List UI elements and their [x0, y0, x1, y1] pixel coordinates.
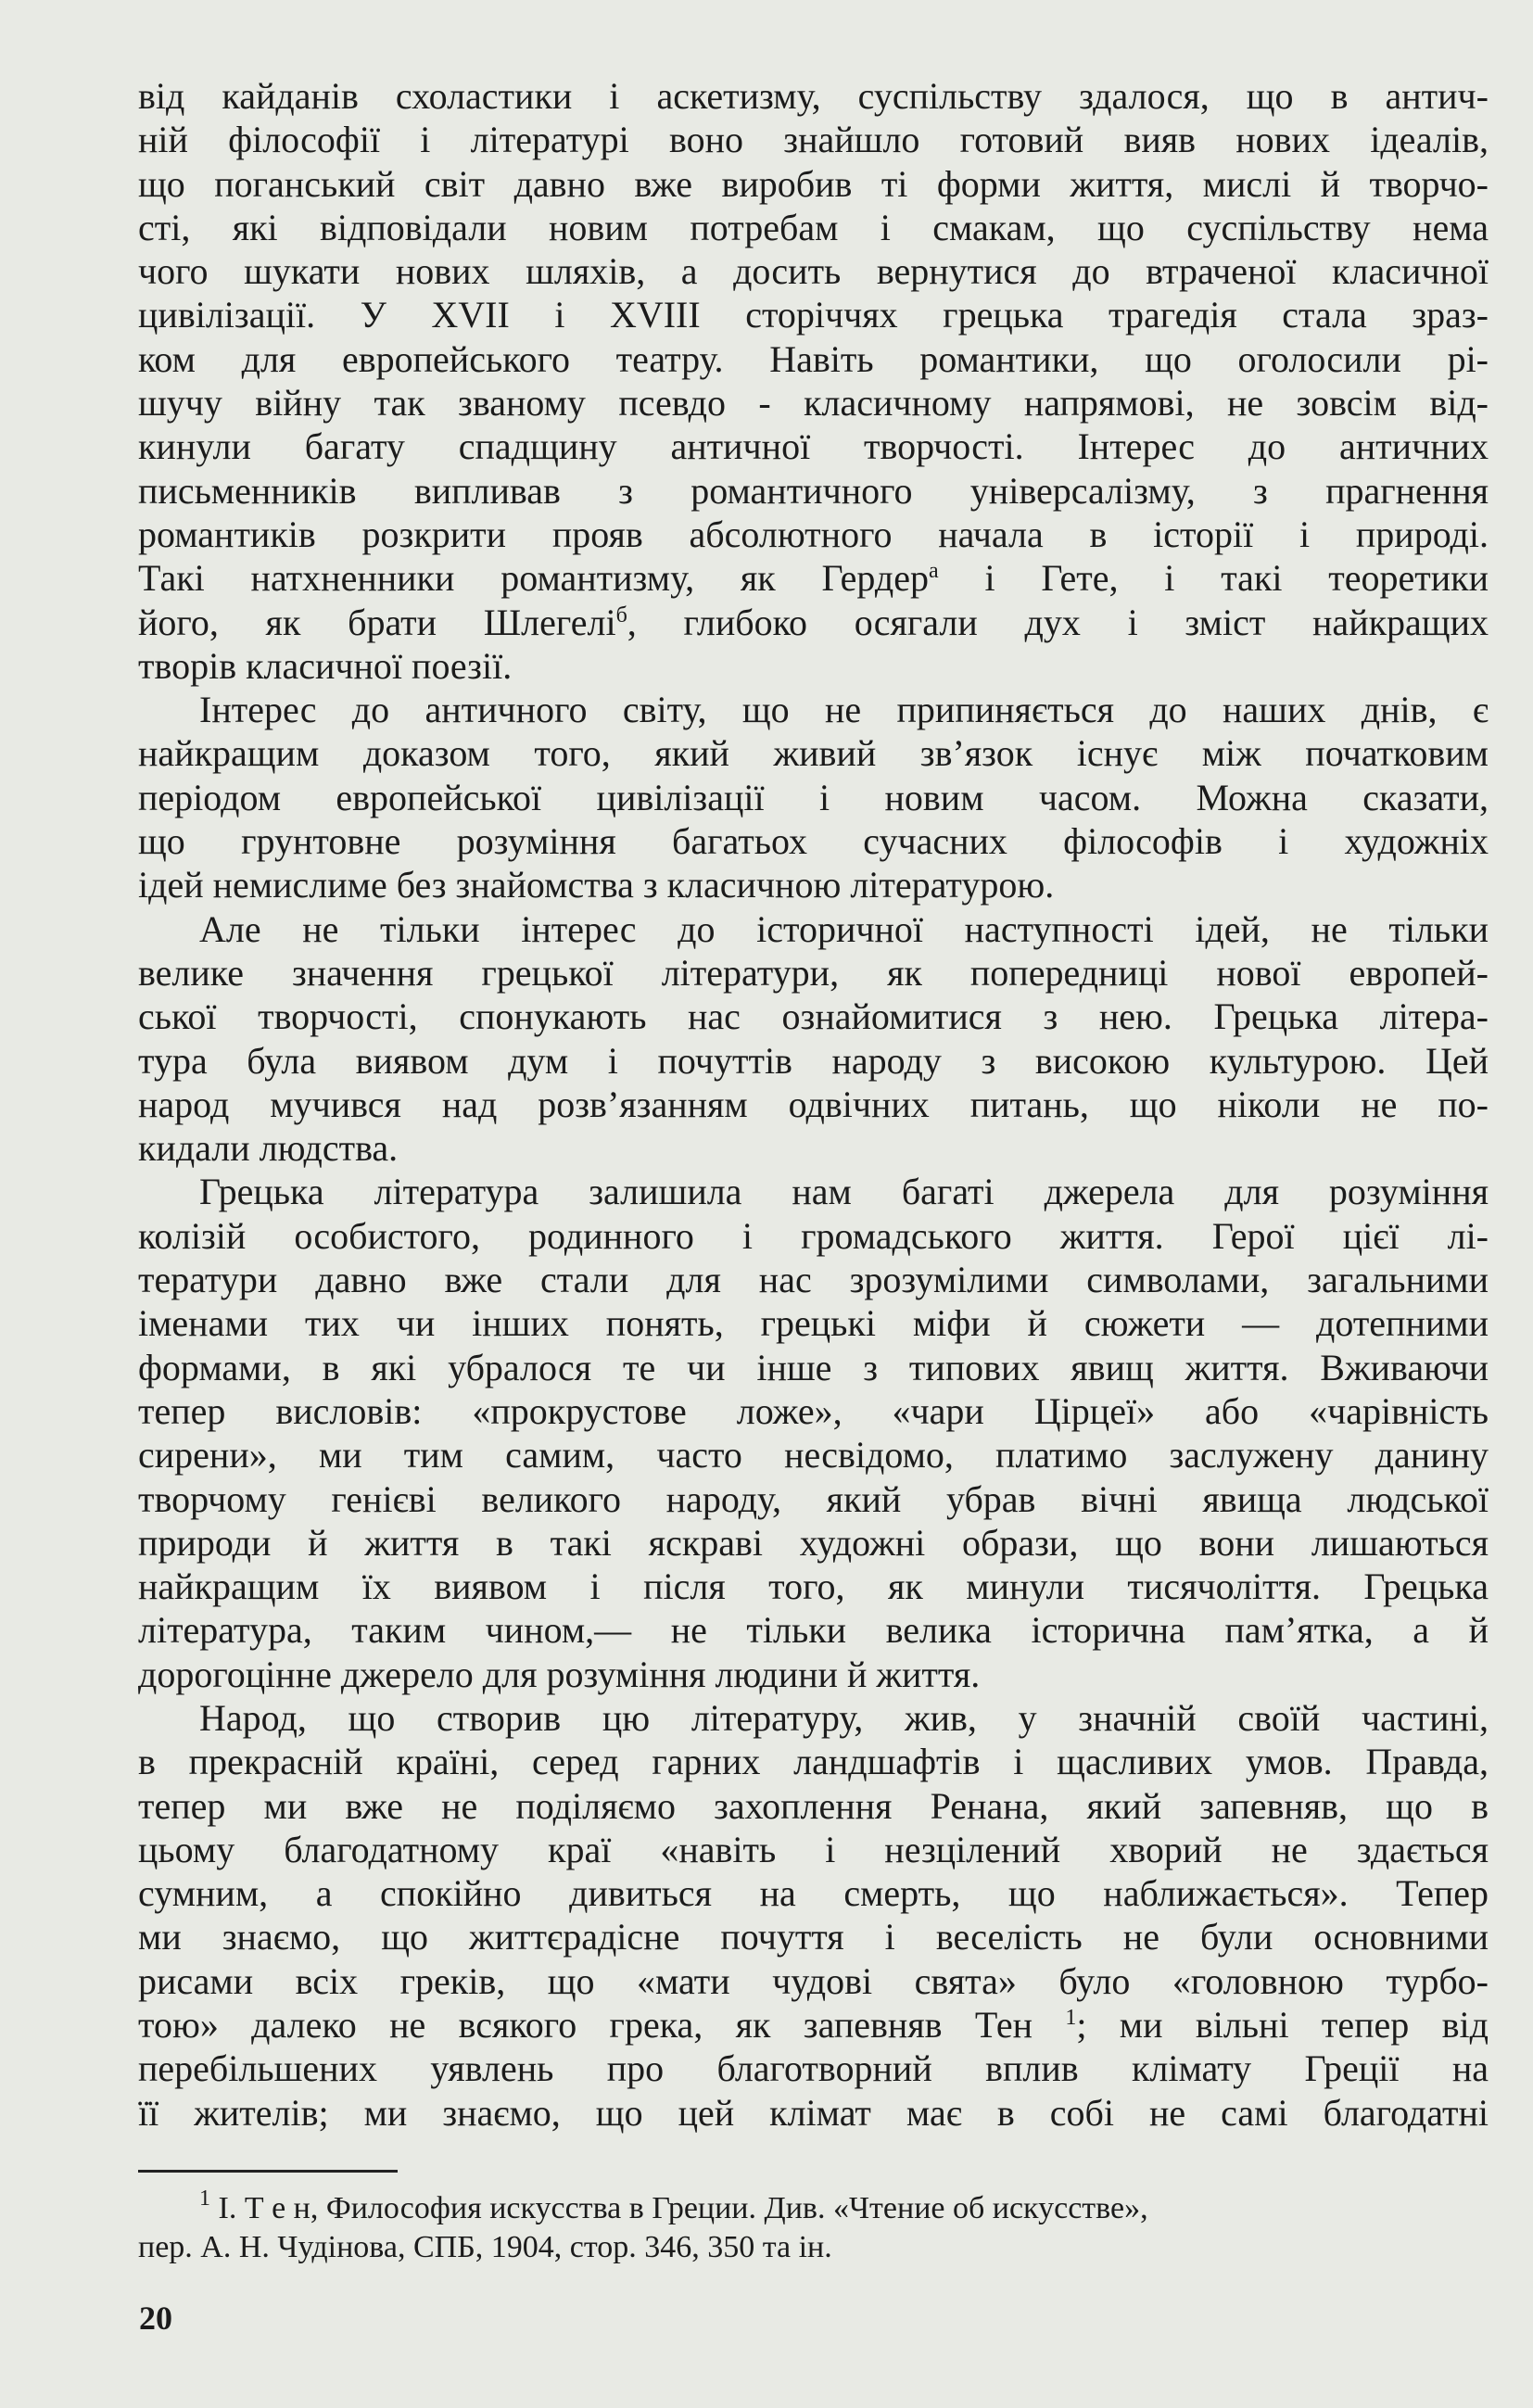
text-line: цивілізації. У XVII і XVIII сторіччях грецька трагедія стала зраз- [138, 294, 1489, 336]
text-line: шучу війну так званому псевдо - класичному напрямові, не зовсім від- [138, 382, 1489, 425]
text-line: сті, які відповідали новим потребам і смакам, що суспільству нема [138, 206, 1489, 248]
text-line: письменників випливав з романтичного універсалізму, з прагнення [138, 469, 1489, 512]
text-line: перебільшених уявлень про благотворний вплив клімату Греції на [138, 2047, 1489, 2090]
text-line: що поганський світ давно вже виробив ті форми життя, мислі й творчо- [138, 162, 1489, 205]
text-line: рисами всіх греків, що «мати чудові свята» було «головною турбо- [138, 1959, 1489, 2002]
text-line: природи й життя в такі яскраві художні образи, що вони лишаються [138, 1521, 1489, 1564]
text-line: сумним, а спокійно дивиться на смерть, що наближається». Тепер [138, 1872, 1489, 1915]
text-line [138, 2003, 1489, 2047]
footnote-text: пер. А. Н. Чудінова, СПБ, 1904, стор. 346, 350 та ін. [138, 2230, 832, 2264]
text-line [138, 556, 1489, 600]
text-line: творів класичної поезії. [138, 644, 513, 687]
text-line: чого шукати нових шляхів, а досить вернутися до втраченої класичної [138, 250, 1489, 293]
text-line: народ мучився над розв’язанням одвічних питань, що ніколи не по- [138, 1083, 1489, 1125]
text-line: іменами тих чи інших понять, грецькі міфи й сюжети — дотепними [138, 1302, 1489, 1345]
text-line: кидали людства. [138, 1127, 399, 1170]
footnote-reference: 1 [1065, 2006, 1077, 2031]
text-line: тура була виявом дум і почуттів народу з високою культурою. Цей [138, 1039, 1489, 1082]
text-line: найкращим доказом того, який живий зв’язок існує між початковим [138, 732, 1489, 775]
text-line: Народ, що створив цю літературу, жив, у значній своїй частині, [199, 1696, 1489, 1739]
text-segment: тою» далеко не всякого грека, як запевняв Тен [138, 2004, 1066, 2047]
text-line: романтиків розкрити прояв абсолютного начала в історії і природі. [138, 513, 1489, 555]
text-line: її жителів; ми знаємо, що цей клімат має в собі не самі благодатні [138, 2091, 1489, 2134]
text-segment: ; ми вільні тепер від [1076, 2004, 1489, 2047]
footnote-marker: 1 [199, 2186, 210, 2211]
text-line: цьому благодатному краї «навіть і незцілений хворий не здається [138, 1828, 1489, 1870]
text-line: формами, в які убралося те чи інше з типових явищ життя. Вживаючи [138, 1346, 1489, 1388]
text-line: велике значення грецької літератури, як попередниці нової европей- [138, 951, 1489, 994]
text-line: ідей немислиме без знайомства з класичною літературою. [138, 864, 1055, 906]
main-text [138, 74, 1489, 2135]
text-line: тератури давно вже стали для нас зрозумілими символами, загальними [138, 1259, 1489, 1301]
text-segment: і Гете, і такі теоретики [938, 557, 1489, 600]
text-line: від кайданів схоластики і аскетизму, суспільству здалося, що в антич- [138, 75, 1489, 117]
text-segment: його, як брати Шлегелі [138, 601, 616, 643]
text-line: тепер висловів: «прокрустове ложе», «чари Цірцеї» або «чарівність [138, 1389, 1489, 1432]
text-line: сирени», ми тим самим, часто несвідомо, платимо заслужену данину [138, 1434, 1489, 1476]
text-line: в прекрасній країні, серед гарних ландшафтів і щасливих умов. Правда, [138, 1741, 1489, 1783]
footnote-reference: б [615, 602, 627, 627]
footnote-divider [138, 2170, 398, 2173]
footnote-text: І. Т е н, Философия искусства в Греции. Див. «Чтение об искусстве», [218, 2191, 1148, 2225]
text-line: творчому генієві великого народу, який убрав вічні явища людської [138, 1477, 1489, 1520]
text-line: тепер ми вже не поділяємо захоплення Ренана, який запевняв, що в [138, 1784, 1489, 1827]
text-segment: , глибоко осягали дух і зміст найкращих [627, 601, 1489, 643]
footnote-reference: а [928, 559, 939, 584]
text-line: ми знаємо, що життєрадісне почуття і веселість не були основними [138, 1916, 1489, 1958]
text-segment: Такі натхненники романтизму, як Гердер [138, 557, 929, 600]
text-line: література, таким чином,— не тільки велика історична пам’ятка, а й [138, 1609, 1489, 1652]
text-line: Інтерес до античного світу, що не припиняється до наших днів, є [199, 689, 1489, 731]
footnotes [138, 2186, 1489, 2267]
text-line: кинули багату спадщину античної творчості. Інтерес до античних [138, 425, 1489, 468]
footnote-line [138, 2228, 1489, 2267]
text-line: Але не тільки інтерес до історичної наступності ідей, не тільки [199, 907, 1489, 950]
text-line: найкращим їх виявом і після того, як минули тисячоліття. Грецька [138, 1565, 1489, 1608]
text-line: Грецька література залишила нам багаті джерела для розуміння [199, 1171, 1489, 1213]
text-line: що грунтовне розуміння багатьох сучасних філософів і художніх [138, 820, 1489, 863]
footnote-line [138, 2186, 1489, 2228]
text-line: періодом европейської цивілізації і новим часом. Можна сказати, [138, 776, 1489, 818]
text-line: ній філософії і літературі воно знайшло готовий вияв нових ідеалів, [138, 119, 1489, 161]
text-line: ської творчості, спонукають нас ознайомитися з нею. Грецька літера- [138, 995, 1489, 1038]
text-line: дорогоцінне джерело для розуміння людини й життя. [138, 1653, 981, 1695]
page-number: 20 [139, 2300, 172, 2337]
text-line [138, 601, 1489, 644]
text-line: колізій особистого, родинного і громадського життя. Герої цієї лі- [138, 1214, 1489, 1257]
text-line: ком для европейського театру. Навіть романтики, що оголосили рі- [138, 337, 1489, 380]
